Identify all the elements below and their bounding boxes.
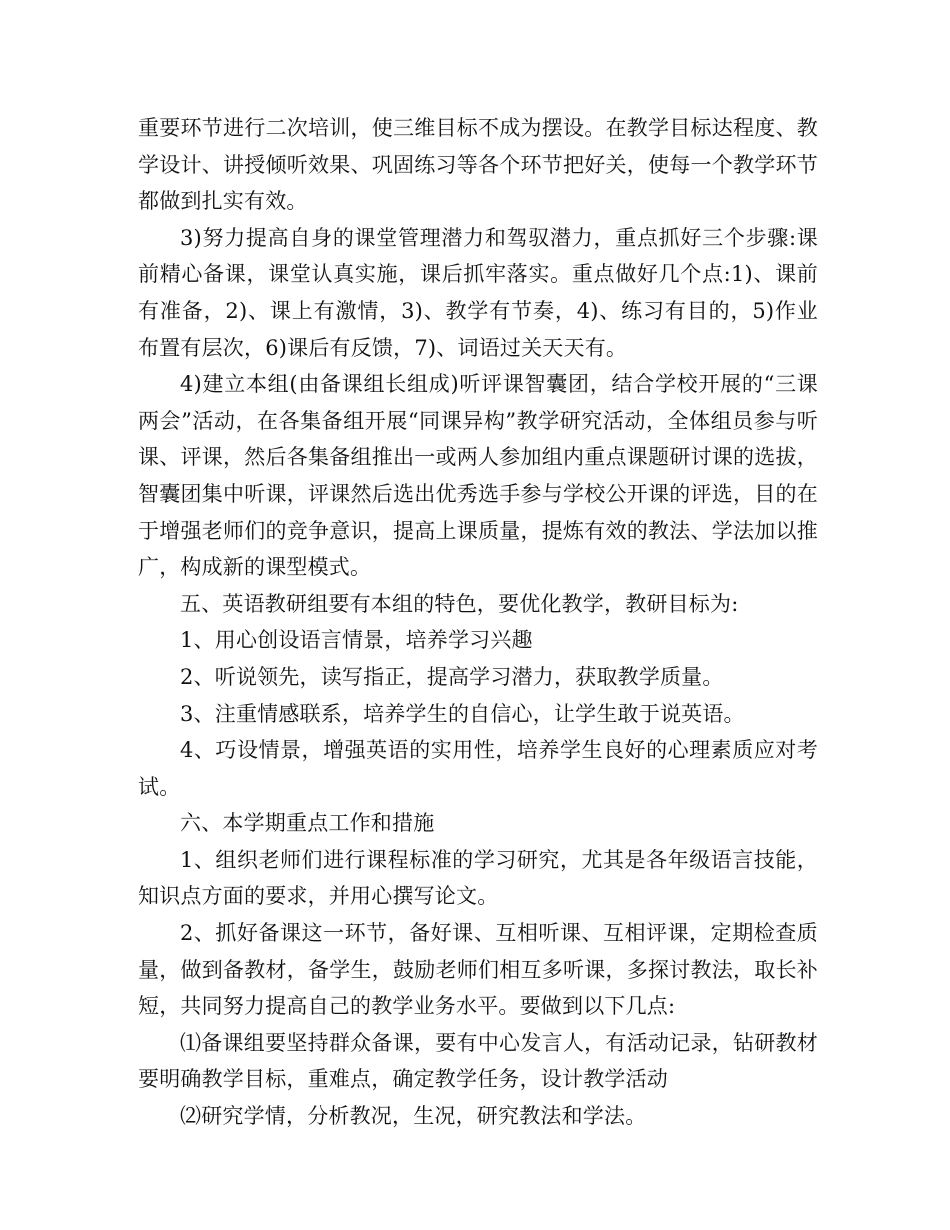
section-heading-6: 六、本学期重点工作和措施 (180, 811, 435, 836)
section-heading-5: 五、英语教研组要有本组的特色，要优化教学，教研目标为: (180, 591, 739, 616)
paragraph-1: 重要环节进行二次培训，使三维目标不成为摆设。在教学目标达程度、教学设计、讲授倾听效果、巩固练习等各个环节把好关，使每一个教学环节都做到扎实有效。 (138, 116, 818, 214)
paragraph-3: 4)建立本组(由备课组长组成)听评课智囊团，结合学校开展的“三课两会”活动，在各集备组开展“同课异构”教学研究活动，全体组员参与听课、评课，然后各集备组推出一或两人参加组内重点课题研讨课的选拔，智囊团集中听课，评课然后选出优秀选手参与学校公开课的评选，目的在于增强老师们的竞争意识，提高上课质量，提炼有效的教法、学法加以推广，构成新的课型模式。 (138, 372, 818, 580)
list-item-5-3: 3、注重情感联系，培养学生的自信心，让学生敢于说英语。 (180, 701, 745, 726)
sub-item-2: ⑵研究学情，分析教况，生况，研究教法和学法。 (180, 1104, 647, 1129)
list-item-5-4: 4、巧设情景，增强英语的实用性，培养学生良好的心理素质应对考试。 (138, 738, 818, 799)
list-item-5-1: 1、用心创设语言情景，培养学习兴趣 (180, 628, 533, 653)
list-item-6-2: 2、抓好备课这一环节，备好课、互相听课、互相评课，定期检查质量，做到备教材，备学生，鼓励老师们相互多听课，多探讨教法，取长补短，共同努力提高自己的教学业务水平。要做到以下几点: (138, 921, 818, 1019)
paragraph-2: 3)努力提高自身的课堂管理潜力和驾驭潜力，重点抓好三个步骤:课前精心备课，课堂认真实施，课后抓牢落实。重点做好几个点:1)、课前有准备，2)、课上有激情，3)、教学有节奏，4)、练习有目的，5)作业布置有层次，6)课后有反馈，7)、词语过关天天有。 (138, 225, 818, 360)
document-body (138, 110, 818, 1135)
sub-item-1: ⑴备课组要坚持群众备课，要有中心发言人，有活动记录，钻研教材要明确教学目标，重难点，确定教学任务，设计教学活动 (138, 1030, 818, 1092)
list-item-5-2: 2、听说领先，读写指正，提高学习潜力，获取教学质量。 (180, 664, 724, 689)
list-item-6-1: 1、组织老师们进行课程标准的学习研究，尤其是各年级语言技能，知识点方面的要求，并用心撰写论文。 (138, 847, 818, 909)
